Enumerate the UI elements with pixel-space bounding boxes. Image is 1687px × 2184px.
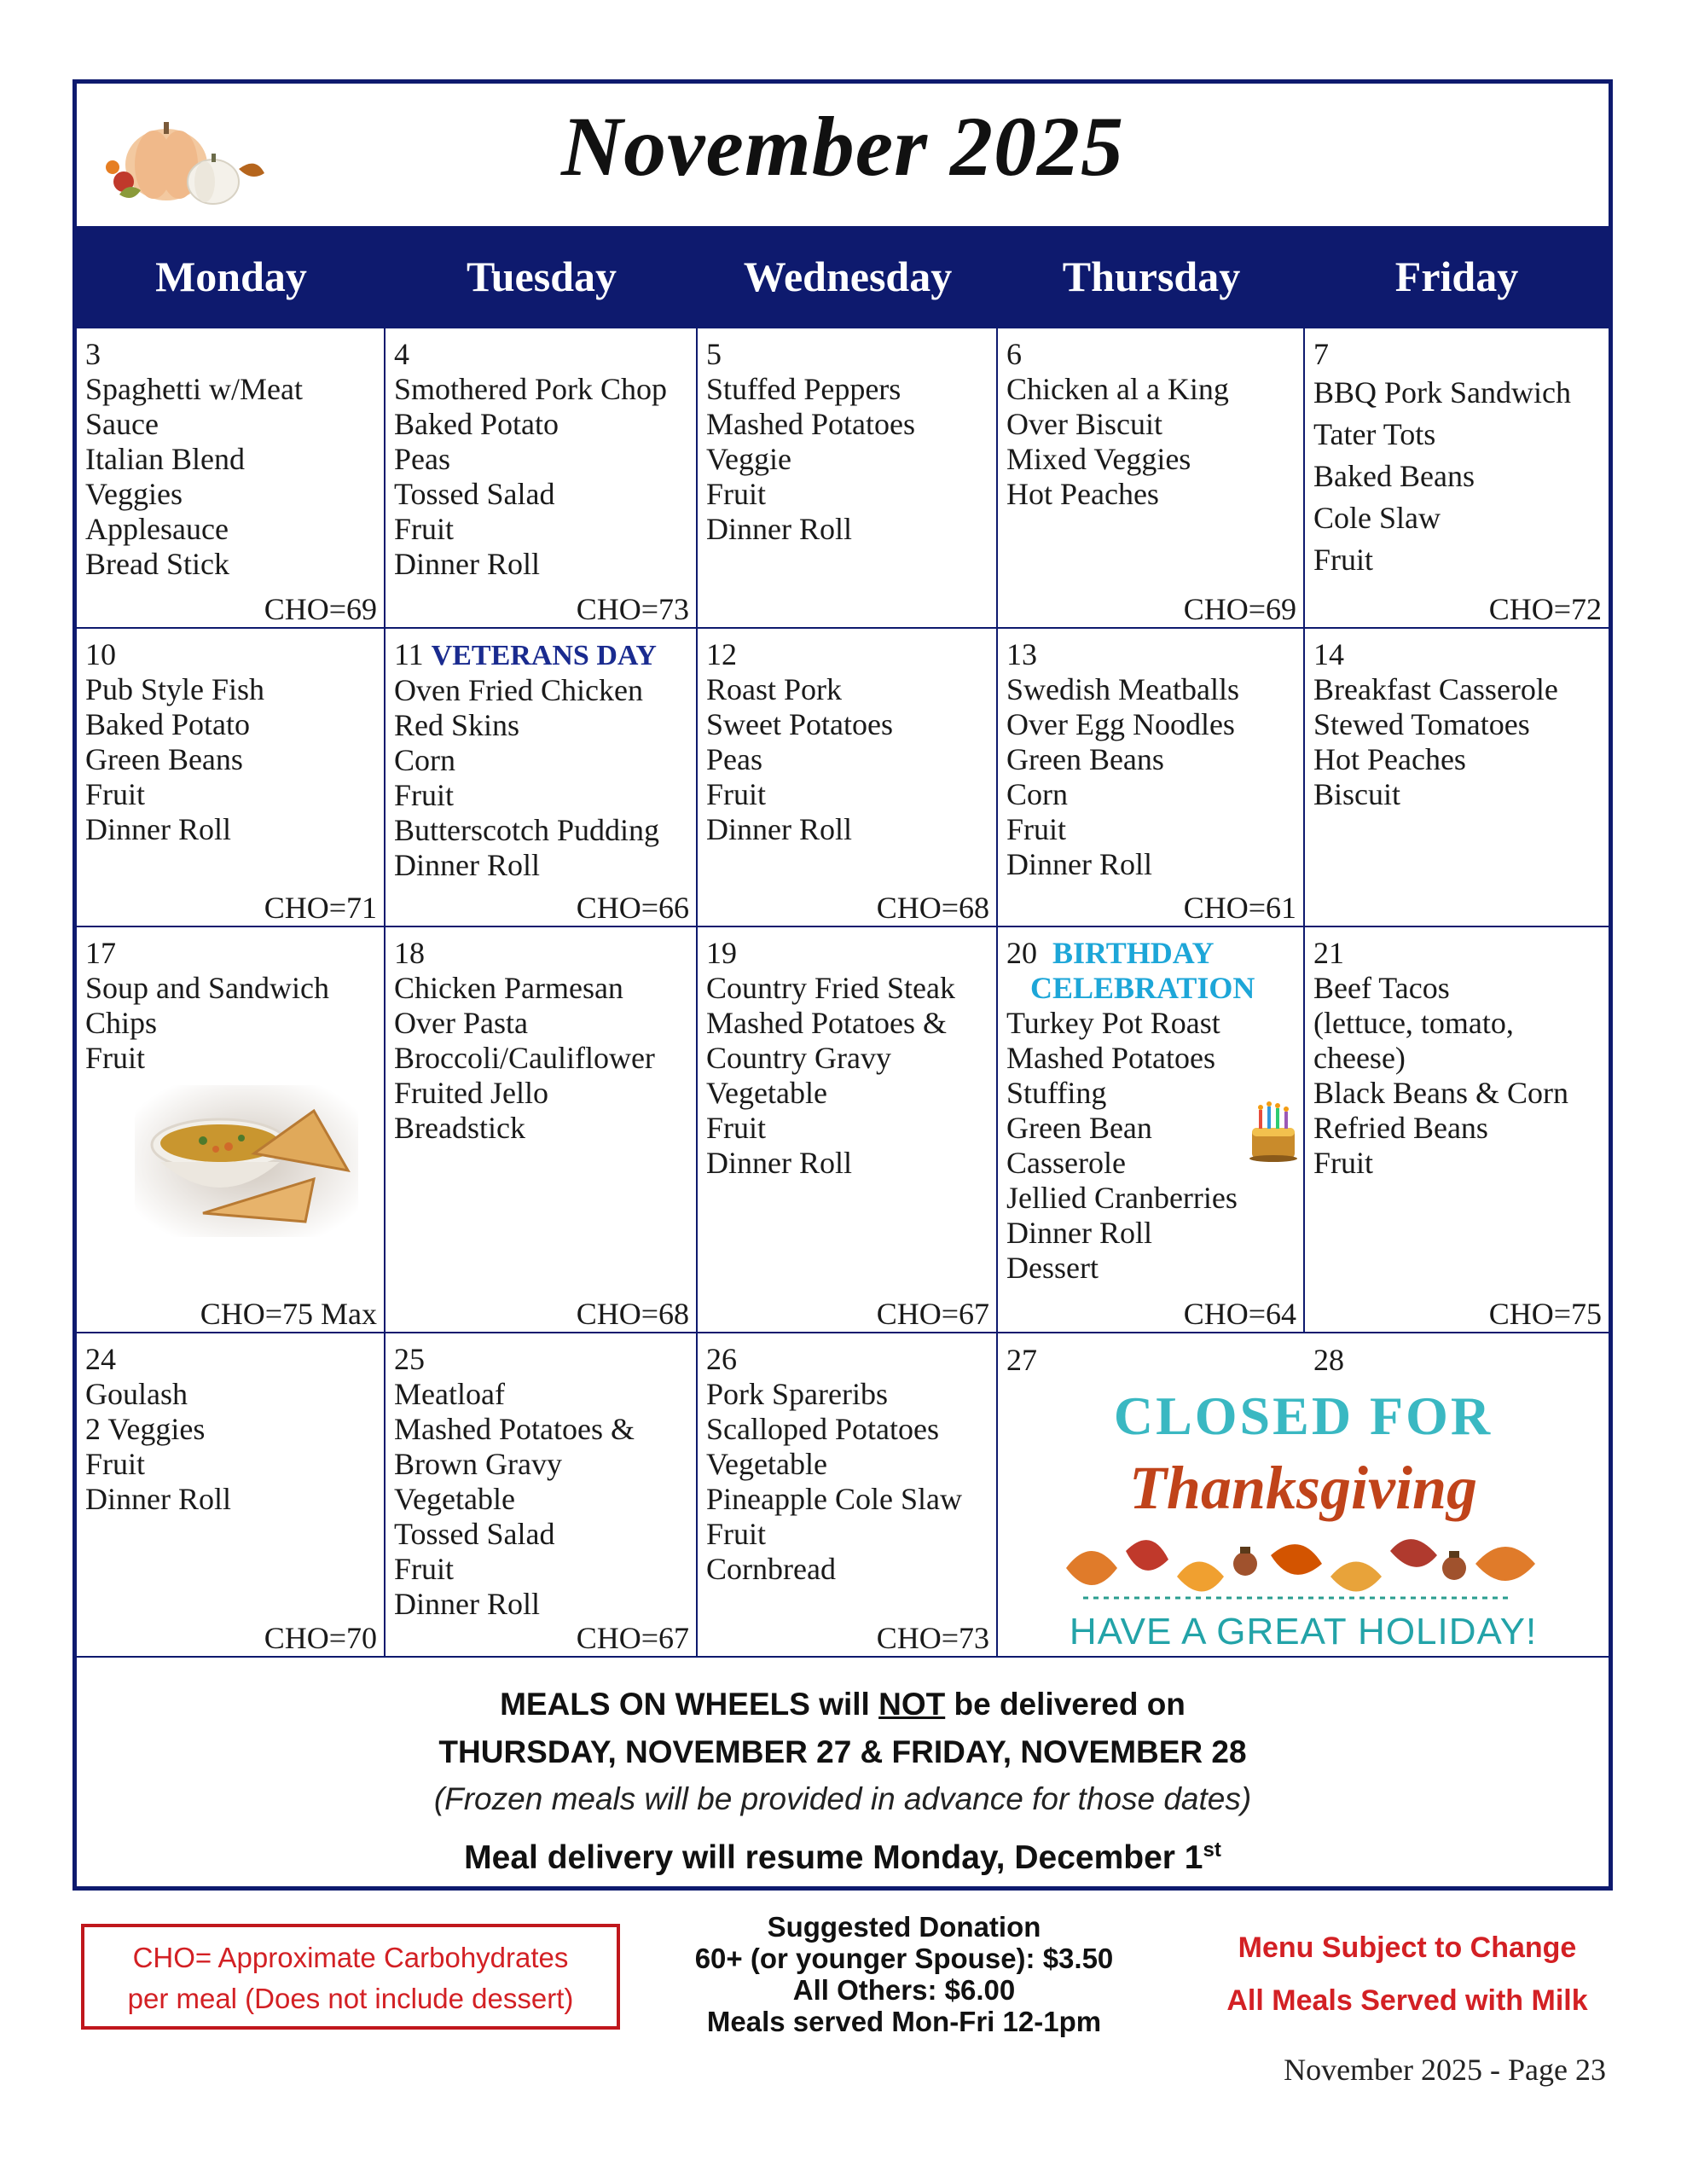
menu-item: Hot Peaches — [1006, 477, 1159, 511]
menu-item: Casserole — [1006, 1146, 1126, 1180]
closed-for-heading: CLOSED FOR — [1113, 1385, 1493, 1446]
day-cell — [698, 927, 998, 1333]
week-row — [77, 1332, 1609, 1658]
menu-item: Spaghetti w/Meat — [85, 372, 303, 406]
menu-item: Chips — [85, 1006, 158, 1040]
day-cell — [698, 328, 998, 629]
thanksgiving-text: Thanksgiving — [1128, 1454, 1478, 1522]
cho-value: CHO=67 — [876, 1297, 989, 1331]
menu-item: Green Beans — [85, 742, 243, 776]
donation-info — [648, 1911, 1160, 2037]
menu-item: Dinner Roll — [85, 1482, 231, 1516]
menu-item: Smothered Pork Chop — [394, 372, 667, 406]
day-cell — [386, 1333, 698, 1658]
menu-item: Pub Style Fish — [85, 672, 265, 706]
menu-item: (lettuce, tomato, — [1313, 1006, 1514, 1040]
menu-item: Butterscotch Pudding — [394, 813, 659, 847]
menu-item: Black Beans & Corn — [1313, 1076, 1568, 1110]
day-number: 6 — [1006, 337, 1022, 371]
menu-item: Dinner Roll — [394, 1587, 540, 1621]
day-cell — [386, 927, 698, 1333]
day-number: 18 — [394, 936, 425, 970]
day-cell — [77, 328, 386, 629]
menu-item: Roast Pork — [706, 672, 843, 706]
cho-value: CHO=69 — [264, 592, 377, 626]
menu-item: Fruit — [1313, 543, 1374, 577]
weekday-tuesday: Tuesday — [466, 253, 617, 300]
notice-line-2: THURSDAY, NOVEMBER 27 & FRIDAY, NOVEMBER 28 — [438, 1734, 1247, 1769]
menu-item: Jellied Cranberries — [1006, 1181, 1238, 1215]
weekday-thursday: Thursday — [1062, 253, 1241, 300]
cho-value: CHO=64 — [1183, 1297, 1296, 1331]
menu-item: Dinner Roll — [394, 848, 540, 882]
menu-item: Veggie — [706, 442, 791, 476]
day-cell — [77, 927, 386, 1333]
cho-value: CHO=68 — [876, 891, 989, 925]
day-cell — [698, 629, 998, 927]
menu-item: Fruit — [394, 778, 455, 812]
weekday-monday: Monday — [155, 253, 307, 300]
menu-item: Pork Spareribs — [706, 1377, 888, 1411]
menu-item: Chicken Parmesan — [394, 971, 623, 1005]
menu-item: Corn — [1006, 777, 1068, 811]
menu-item: Corn — [394, 743, 455, 777]
menu-item: Dinner Roll — [85, 812, 231, 846]
weekday-friday: Friday — [1394, 253, 1519, 300]
weekday-header — [77, 226, 1609, 327]
day-number: 21 — [1313, 936, 1344, 970]
day-cell — [386, 629, 698, 927]
day-number: 3 — [85, 337, 101, 371]
menu-item: Hot Peaches — [1313, 742, 1466, 776]
menu-item: Goulash — [85, 1377, 188, 1411]
menu-item: Fruit — [706, 777, 767, 811]
menu-item: Mashed Potatoes & — [394, 1412, 635, 1446]
menu-item: Red Skins — [394, 708, 520, 742]
day-number: 4 — [394, 337, 409, 371]
donation-line-4: Meals served Mon-Fri 12-1pm — [706, 2006, 1102, 2037]
menu-item: Broccoli/Cauliflower — [394, 1041, 655, 1075]
menu-item: Biscuit — [1313, 777, 1401, 811]
menu-item: Peas — [394, 442, 450, 476]
day-number: 20 BIRTHDAY — [1006, 936, 1215, 970]
day-number: 5 — [706, 337, 722, 371]
menu-item: Stewed Tomatoes — [1313, 707, 1530, 741]
donation-line-3: All Others: $6.00 — [792, 1974, 1016, 2006]
menu-item: Vegetable — [706, 1076, 827, 1110]
notice-line-4: Meal delivery will resume Monday, December 1st — [464, 1838, 1221, 1876]
menu-item: Stuffed Peppers — [706, 372, 901, 406]
donation-line-1: Suggested Donation — [767, 1911, 1041, 1943]
cho-value: CHO=73 — [576, 592, 689, 626]
delivery-notice — [77, 1656, 1609, 1888]
thanksgiving-closed-block — [998, 1333, 1609, 1658]
menu-item: Dinner Roll — [706, 512, 852, 546]
menu-item: Vegetable — [706, 1447, 827, 1481]
cho-value: CHO=66 — [576, 891, 689, 925]
menu-item: Sauce — [85, 407, 159, 441]
calendar-frame — [72, 79, 1613, 1891]
menu-item: Dinner Roll — [394, 547, 540, 581]
page-footer: November 2025 - Page 23 — [1284, 2053, 1606, 2087]
birthday-cake-icon — [1245, 1098, 1301, 1163]
menu-item: Italian Blend — [85, 442, 245, 476]
day-cell — [998, 328, 1305, 629]
menu-item: Bread Stick — [85, 547, 229, 581]
weekday-wednesday: Wednesday — [743, 253, 953, 300]
day-cell — [998, 927, 1305, 1333]
day-cell — [998, 629, 1305, 927]
menu-item: Over Biscuit — [1006, 407, 1162, 441]
day-number: 14 — [1313, 637, 1344, 671]
menu-item: Mixed Veggies — [1006, 442, 1191, 476]
menu-item: Fruit — [85, 1447, 146, 1481]
menu-item: Fruit — [394, 512, 455, 546]
cho-value: CHO=71 — [264, 891, 377, 925]
day-cell — [386, 328, 698, 629]
menu-item: Green Bean — [1006, 1111, 1152, 1145]
cho-value: CHO=70 — [264, 1621, 377, 1655]
menu-notes — [1177, 1921, 1638, 2027]
cho-value: CHO=69 — [1183, 592, 1296, 626]
cho-value: CHO=75 — [1488, 1297, 1602, 1331]
menu-item: Baked Beans — [1313, 459, 1475, 493]
menu-item: Dinner Roll — [706, 1146, 852, 1180]
menu-item: Fruit — [706, 1111, 767, 1145]
menu-item: Fruit — [1313, 1146, 1374, 1180]
menu-item: Breakfast Casserole — [1313, 672, 1558, 706]
menu-item: Green Beans — [1006, 742, 1164, 776]
menu-item: Pineapple Cole Slaw — [706, 1482, 962, 1516]
menu-change-note: Menu Subject to Change — [1238, 1931, 1577, 1964]
menu-item: Swedish Meatballs — [1006, 672, 1239, 706]
menu-item: Tossed Salad — [394, 1517, 555, 1551]
cho-value: CHO=72 — [1488, 592, 1602, 626]
menu-item: Cole Slaw — [1313, 501, 1441, 535]
menu-item: Sweet Potatoes — [706, 707, 893, 741]
menu-item: Beef Tacos — [1313, 971, 1450, 1005]
day-cell — [1305, 927, 1609, 1333]
menu-item: Breadstick — [394, 1111, 525, 1145]
menu-item: Over Egg Noodles — [1006, 707, 1235, 741]
title-row — [77, 84, 1609, 226]
menu-item: Scalloped Potatoes — [706, 1412, 939, 1446]
menu-item: Turkey Pot Roast — [1006, 1006, 1220, 1040]
menu-item: Dessert — [1006, 1251, 1099, 1285]
cho-note-line-2: per meal (Does not include dessert) — [127, 1983, 574, 2014]
menu-item: Fruit — [85, 1041, 146, 1075]
day-number: 24 — [85, 1342, 116, 1376]
celebration-label: CELEBRATION — [1030, 971, 1255, 1005]
day-number: 27 — [1006, 1343, 1037, 1377]
cho-note-line-1: CHO= Approximate Carbohydrates — [132, 1942, 569, 1973]
menu-item: Baked Potato — [394, 407, 559, 441]
menu-item: 2 Veggies — [85, 1412, 206, 1446]
menu-item: Soup and Sandwich — [85, 971, 329, 1005]
day-number: 12 — [706, 637, 737, 671]
menu-item: Fruit — [706, 477, 767, 511]
menu-item: Baked Potato — [85, 707, 250, 741]
menu-item: Peas — [706, 742, 762, 776]
page-title: November 2025 — [560, 99, 1125, 194]
menu-item: Country Gravy — [706, 1041, 891, 1075]
day-number: 25 — [394, 1342, 425, 1376]
menu-item: Fruit — [394, 1552, 455, 1586]
week-row — [77, 926, 1609, 1333]
menu-item: cheese) — [1313, 1041, 1406, 1075]
day-cell — [77, 629, 386, 927]
day-number: 19 — [706, 936, 737, 970]
week-row — [77, 627, 1609, 927]
notice-line-1: MEALS ON WHEELS will NOT be delivered on — [500, 1687, 1186, 1722]
day-cell — [698, 1333, 998, 1658]
happy-holiday-text: HAVE A GREAT HOLIDAY! — [1069, 1611, 1538, 1653]
day-number: 11 VETERANS DAY — [394, 637, 657, 671]
menu-item: Meatloaf — [394, 1377, 505, 1411]
menu-item: Fruit — [85, 777, 146, 811]
veterans-day-label: VETERANS DAY — [431, 640, 657, 671]
cho-value: CHO=67 — [576, 1621, 689, 1655]
milk-note: All Meals Served with Milk — [1226, 1984, 1588, 2017]
menu-item: Tater Tots — [1313, 417, 1436, 451]
cho-value: CHO=61 — [1183, 891, 1296, 925]
menu-item: Dinner Roll — [1006, 1216, 1152, 1250]
cho-value: CHO=68 — [576, 1297, 689, 1331]
birthday-label: BIRTHDAY — [1052, 936, 1215, 970]
day-cell — [77, 1333, 386, 1658]
menu-item: Cornbread — [706, 1552, 836, 1586]
day-number: 10 — [85, 637, 116, 671]
day-number: 13 — [1006, 637, 1037, 671]
menu-item: Chicken al a King — [1006, 372, 1229, 406]
day-number: 17 — [85, 936, 116, 970]
menu-item: Mashed Potatoes — [706, 407, 915, 441]
menu-item: Oven Fried Chicken — [394, 673, 643, 707]
menu-item: Veggies — [85, 477, 183, 511]
menu-item: Brown Gravy — [394, 1447, 562, 1481]
cho-value: CHO=73 — [876, 1621, 989, 1655]
menu-item: Vegetable — [394, 1482, 515, 1516]
cho-explanation-box — [81, 1924, 620, 2030]
day-cell — [1305, 328, 1609, 629]
menu-item: Refried Beans — [1313, 1111, 1488, 1145]
menu-item: Country Fried Steak — [706, 971, 955, 1005]
day-number: 7 — [1313, 337, 1329, 371]
notice-line-3: (Frozen meals will be provided in advance for those dates) — [433, 1781, 1252, 1816]
menu-item: BBQ Pork Sandwich — [1313, 375, 1572, 410]
menu-item: Fruit — [706, 1517, 767, 1551]
menu-item: Applesauce — [85, 512, 229, 546]
menu-item: Fruit — [1006, 812, 1067, 846]
menu-item: Over Pasta — [394, 1006, 528, 1040]
soup-sandwich-image — [135, 1085, 358, 1237]
donation-line-2: 60+ (or younger Spouse): $3.50 — [694, 1943, 1114, 1974]
day-cell — [1305, 629, 1609, 927]
menu-item: Tossed Salad — [394, 477, 555, 511]
menu-item: Dinner Roll — [1006, 847, 1152, 881]
menu-item: Mashed Potatoes & — [706, 1006, 947, 1040]
day-number: 28 — [1313, 1343, 1344, 1377]
autumn-leaves-icon — [1049, 1517, 1561, 1611]
menu-item: Fruited Jello — [394, 1076, 548, 1110]
cho-value: CHO=75 Max — [200, 1297, 377, 1331]
week-row — [77, 327, 1609, 629]
day-number: 26 — [706, 1342, 737, 1376]
menu-item: Dinner Roll — [706, 812, 852, 846]
menu-item: Stuffing — [1006, 1076, 1107, 1110]
menu-item: Mashed Potatoes — [1006, 1041, 1215, 1075]
